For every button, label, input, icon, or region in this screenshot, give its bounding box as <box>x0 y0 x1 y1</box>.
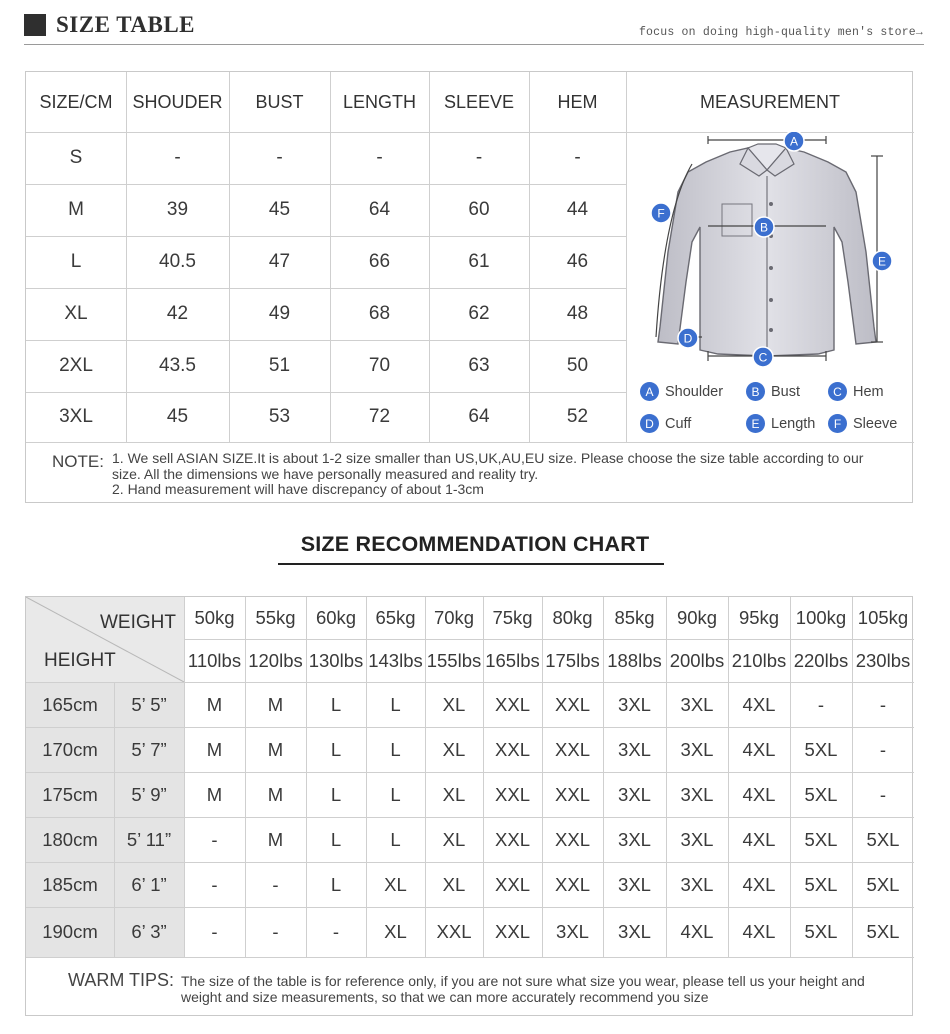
warm-tips-label: WARM TIPS: <box>68 970 175 990</box>
size-table-cell: 39 <box>166 199 189 220</box>
size-table-cell: - <box>475 147 483 168</box>
size-table-cell: 70 <box>368 355 391 376</box>
legend-label: Hem <box>853 383 884 400</box>
size-table-cell: S <box>69 147 83 168</box>
height-cm-cell: 175cm <box>42 783 98 805</box>
size-table-cell: 40.5 <box>159 251 196 272</box>
recommended-size-cell: XXL <box>495 921 530 942</box>
recommended-size-cell: XL <box>442 738 466 760</box>
height-cm-cell: 170cm <box>42 738 98 760</box>
legend-hem <box>828 382 884 401</box>
note-text <box>112 451 892 498</box>
size-table-cell: 43.5 <box>159 355 196 376</box>
size-table-cell: 44 <box>566 199 589 220</box>
warm-tips-text: The size of the table is for reference only, if you are not sure what size you wear, please tell us your height and weight and size measurements, so that we can more accurately recommend you size <box>181 973 865 1005</box>
recommended-size-cell: 4XL <box>742 693 776 715</box>
badge-f-icon: F <box>828 414 847 433</box>
recommended-size-cell: 3XL <box>618 921 651 942</box>
size-table-cell: 66 <box>368 251 391 272</box>
size-table-cell: 45 <box>268 199 291 220</box>
diagram-marker-c <box>753 347 773 367</box>
recommended-size-cell: - <box>817 693 825 715</box>
warm-tips <box>26 957 914 1017</box>
weight-lbs-header: 143lbs <box>368 649 423 671</box>
store-tagline: focus on doing high-quality men's store→ <box>638 26 923 39</box>
recommended-size-cell: XL <box>442 873 466 895</box>
size-table-cell: 50 <box>566 355 589 376</box>
size-table-cell: - <box>574 147 581 168</box>
height-cm-cell: 165cm <box>42 693 98 715</box>
measurement-diagram <box>626 132 914 442</box>
size-table-cell: 52 <box>566 406 589 427</box>
note-label: NOTE: <box>52 452 104 471</box>
badge-a-icon: A <box>640 382 659 401</box>
height-cm-cell: 180cm <box>42 828 98 850</box>
size-table-cell: 63 <box>468 355 490 376</box>
svg-text:B: B <box>759 220 769 235</box>
badge-d-icon: D <box>640 414 659 433</box>
size-table-cell: 45 <box>166 406 189 427</box>
recommended-size-cell: 5XL <box>804 738 838 760</box>
recommended-size-cell: L <box>330 783 342 805</box>
recommended-size-cell: M <box>206 783 223 805</box>
recommended-size-cell: XXL <box>495 783 530 805</box>
size-table-header-cell: SHOUDER <box>132 91 223 112</box>
rec-col-divider <box>245 597 246 957</box>
size-table-cell: 64 <box>468 406 490 427</box>
recommended-size-cell: XXL <box>555 693 590 715</box>
recommended-size-cell: XXL <box>555 828 590 850</box>
weight-kg-header: 65kg <box>375 607 416 628</box>
weight-lbs-header: 175lbs <box>545 649 600 671</box>
size-table-cell: 61 <box>468 251 490 272</box>
rec-row-divider <box>26 907 914 908</box>
size-table-cell: 3XL <box>59 406 93 427</box>
recommended-size-cell: XXL <box>495 828 530 850</box>
recommended-size-cell: XXL <box>495 873 530 895</box>
size-table-cell: 60 <box>468 199 490 220</box>
rec-col-divider <box>483 597 484 957</box>
weight-kg-header: 85kg <box>614 607 655 628</box>
size-table-header-cell: BUST <box>255 91 304 112</box>
recommended-size-cell: - <box>211 921 218 942</box>
legend-length <box>746 414 815 433</box>
recommendation-title: SIZE RECOMMENDATION CHART <box>300 532 650 556</box>
recommended-size-cell: 3XL <box>680 828 714 850</box>
height-ft-cell: 6’ 1” <box>131 873 167 895</box>
recommended-size-cell: L <box>330 873 342 895</box>
size-table-cell: M <box>68 199 84 220</box>
weight-kg-header: 60kg <box>315 607 357 628</box>
recommended-size-cell: L <box>390 693 401 715</box>
size-table-cell: 64 <box>368 199 391 220</box>
size-table-cell: 48 <box>566 303 589 324</box>
recommended-size-cell: XL <box>442 783 466 805</box>
rec-row-divider <box>26 817 914 818</box>
recommended-size-cell: L <box>390 738 401 760</box>
weight-kg-header: 90kg <box>676 607 718 628</box>
recommended-size-cell: - <box>879 693 887 715</box>
svg-text:C: C <box>758 350 768 365</box>
recommended-size-cell: XXL <box>555 783 590 805</box>
recommended-size-cell: XXL <box>495 693 530 715</box>
recommended-size-cell: 5XL <box>804 783 838 805</box>
rec-col-divider <box>306 597 307 957</box>
recommended-size-cell: 4XL <box>742 828 776 850</box>
weight-label: WEIGHT <box>100 612 176 633</box>
recommended-size-cell: 3XL <box>618 693 651 715</box>
svg-text:E: E <box>877 254 887 269</box>
recommended-size-cell: 3XL <box>618 828 651 850</box>
rec-row-divider <box>26 727 914 728</box>
legend-label: Sleeve <box>853 415 898 432</box>
recommended-size-cell: 5XL <box>866 873 900 895</box>
badge-e-icon: E <box>746 414 765 433</box>
rec-col-divider <box>852 597 853 957</box>
recommended-size-cell: XXL <box>555 738 590 760</box>
diagram-marker-e <box>872 251 892 271</box>
rec-row-divider <box>26 772 914 773</box>
size-table-cell: XL <box>64 303 88 324</box>
rec-col-divider <box>603 597 604 957</box>
weight-kg-header: 100kg <box>795 607 847 628</box>
weight-kg-header: 105kg <box>857 607 909 628</box>
rec-col-divider <box>425 597 426 957</box>
size-table-cell: - <box>276 147 283 168</box>
header-square-icon <box>24 14 46 36</box>
recommended-size-cell: 5XL <box>804 873 838 895</box>
size-table-cell: 42 <box>166 303 189 324</box>
diagram-marker-f <box>651 203 671 223</box>
recommended-size-cell: M <box>267 738 284 760</box>
height-ft-cell: 5’ 5” <box>131 693 167 715</box>
weight-kg-header: 55kg <box>255 607 296 628</box>
recommended-size-cell: - <box>211 873 218 895</box>
rec-col-divider <box>728 597 729 957</box>
note-line-1: 1. We sell ASIAN SIZE.It is about 1-2 size smaller than US,UK,AU,EU size. Please choose the size table according to our size. All the dimensions we have personally measured and reality try. <box>112 450 864 482</box>
size-recommendation-table <box>25 596 913 1016</box>
recommended-size-cell: 4XL <box>742 921 776 942</box>
recommended-size-cell: 5XL <box>866 828 900 850</box>
rec-row-divider <box>184 639 914 640</box>
weight-lbs-header: 210lbs <box>731 649 787 671</box>
weight-kg-header: 75kg <box>492 607 533 628</box>
rec-col-divider <box>366 597 367 957</box>
rec-row-divider <box>26 682 914 683</box>
size-table-cell: 47 <box>268 251 291 272</box>
recommended-size-cell: M <box>267 783 284 805</box>
recommended-size-cell: M <box>267 828 284 850</box>
recommended-size-cell: - <box>879 738 887 760</box>
height-cm-cell: 185cm <box>42 873 98 895</box>
legend-sleeve <box>828 414 897 433</box>
recommended-size-cell: 5XL <box>804 828 838 850</box>
weight-kg-header: 50kg <box>194 607 235 628</box>
height-ft-cell: 6’ 3” <box>131 921 167 942</box>
weight-kg-header: 70kg <box>433 607 475 628</box>
legend-bust <box>746 382 800 401</box>
weight-lbs-header: 110lbs <box>187 649 242 671</box>
rec-col-divider <box>114 682 115 957</box>
height-ft-cell: 5’ 7” <box>131 738 167 760</box>
recommended-size-cell: - <box>272 921 279 942</box>
size-table-cell: 53 <box>268 406 291 427</box>
diagram-marker-a <box>784 132 804 151</box>
size-table-cell: - <box>376 147 383 168</box>
rec-col-divider <box>790 597 791 957</box>
diagram-marker-b <box>754 217 774 237</box>
recommended-size-cell: M <box>206 738 223 760</box>
weight-lbs-header: 200lbs <box>669 649 725 671</box>
size-table-cell: 49 <box>268 303 291 324</box>
recommended-size-cell: 4XL <box>742 783 776 805</box>
recommended-size-cell: XXL <box>495 738 530 760</box>
diagram-marker-d <box>678 328 698 348</box>
size-table-cell: 72 <box>368 406 391 427</box>
size-table-cell: - <box>174 147 181 168</box>
recommended-size-cell: - <box>272 873 279 895</box>
recommended-size-cell: 5XL <box>866 921 900 942</box>
recommended-size-cell: 4XL <box>742 873 776 895</box>
recommended-size-cell: - <box>211 828 218 850</box>
recommended-size-cell: 3XL <box>618 783 651 805</box>
recommended-size-cell: 3XL <box>680 783 714 805</box>
weight-lbs-header: 130lbs <box>308 649 364 671</box>
weight-lbs-header: 188lbs <box>607 649 662 671</box>
rec-col-divider <box>184 597 185 957</box>
recommended-size-cell: L <box>330 738 342 760</box>
weight-lbs-header: 120lbs <box>248 649 303 671</box>
recommended-size-cell: 3XL <box>618 873 651 895</box>
recommended-size-cell: 4XL <box>680 921 714 942</box>
recommended-size-cell: XL <box>442 693 466 715</box>
recommended-size-cell: 5XL <box>804 921 838 942</box>
recommended-size-cell: 4XL <box>742 738 776 760</box>
recommended-size-cell: 3XL <box>680 693 714 715</box>
height-ft-cell: 5’ 11” <box>126 828 172 850</box>
recommendation-title-underline <box>278 563 664 565</box>
recommended-size-cell: L <box>390 828 401 850</box>
legend-label: Bust <box>771 383 801 400</box>
recommended-size-cell: M <box>206 693 223 715</box>
note-line-2: 2. Hand measurement will have discrepancy of about 1-3cm <box>112 481 484 497</box>
recommended-size-cell: 3XL <box>618 738 651 760</box>
recommended-size-cell: XL <box>384 873 407 895</box>
recommended-size-cell: 3XL <box>680 873 714 895</box>
legend-label: Shoulder <box>665 383 724 400</box>
size-table-cell: 68 <box>368 303 391 324</box>
recommended-size-cell: XXL <box>436 921 472 942</box>
header-divider <box>24 44 924 45</box>
weight-lbs-header: 220lbs <box>793 649 849 671</box>
size-table-cell: 62 <box>468 303 490 324</box>
recommended-size-cell: L <box>330 828 342 850</box>
legend-label: Length <box>771 415 816 432</box>
measurement-title: MEASUREMENT <box>699 91 840 112</box>
recommended-size-cell: - <box>332 921 340 942</box>
rec-col-divider <box>542 597 543 957</box>
recommended-size-cell: 3XL <box>556 921 589 942</box>
table-corner-header <box>26 597 184 682</box>
weight-lbs-header: 165lbs <box>485 649 540 671</box>
recommended-size-cell: XXL <box>555 873 590 895</box>
height-label: HEIGHT <box>44 650 116 671</box>
height-cm-cell: 190cm <box>42 921 98 942</box>
height-ft-cell: 5’ 9” <box>131 783 167 805</box>
weight-kg-header: 95kg <box>738 607 780 628</box>
size-table-header-cell: SIZE/CM <box>39 91 113 112</box>
badge-b-icon: B <box>746 382 765 401</box>
svg-text:F: F <box>657 206 665 221</box>
weight-lbs-header: 230lbs <box>855 649 911 671</box>
size-note <box>26 442 914 504</box>
svg-text:A: A <box>789 134 799 149</box>
weight-kg-header: 80kg <box>552 607 593 628</box>
size-table-cell: 2XL <box>59 355 93 376</box>
size-table-cell: L <box>70 251 82 272</box>
badge-c-icon: C <box>828 382 847 401</box>
rec-row-divider <box>26 862 914 863</box>
size-table-cell: 51 <box>268 355 291 376</box>
recommended-size-cell: 3XL <box>680 738 714 760</box>
svg-text:D: D <box>683 331 693 346</box>
recommended-size-cell: M <box>267 693 284 715</box>
size-table-header-cell: LENGTH <box>342 91 416 112</box>
size-table <box>25 71 913 503</box>
legend-shoulder <box>640 382 723 401</box>
size-table-header-cell: SLEEVE <box>443 91 515 112</box>
page-title: SIZE TABLE <box>56 12 196 37</box>
legend-cuff <box>640 414 691 433</box>
recommended-size-cell: XL <box>442 828 466 850</box>
rec-col-divider <box>666 597 667 957</box>
weight-lbs-header: 155lbs <box>426 649 482 671</box>
size-table-header-cell: HEM <box>557 91 598 112</box>
size-table-cell: 46 <box>566 251 589 272</box>
legend-label: Cuff <box>665 415 692 432</box>
recommended-size-cell: L <box>330 693 342 715</box>
recommended-size-cell: XL <box>384 921 407 942</box>
recommended-size-cell: L <box>390 783 401 805</box>
recommended-size-cell: - <box>879 783 887 805</box>
